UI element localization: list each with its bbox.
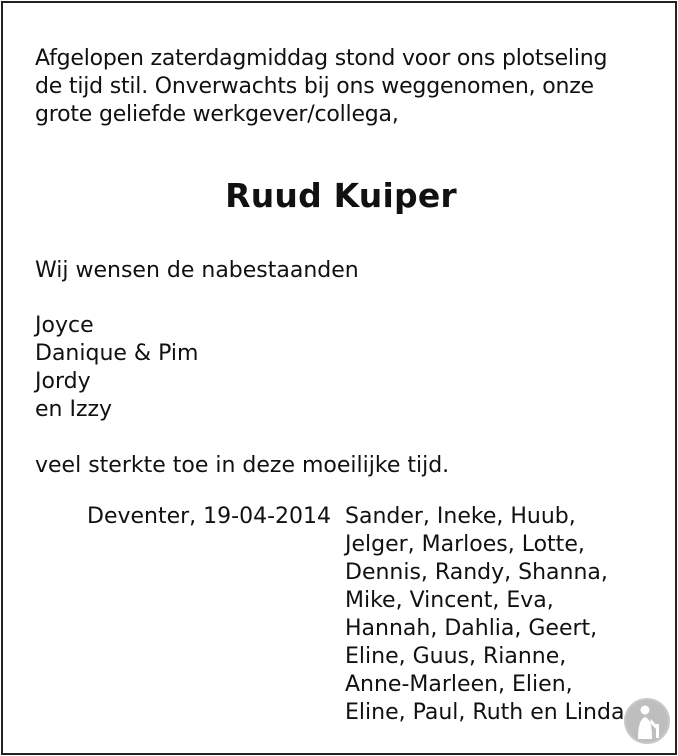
intro-line: de tijd stil. Onverwachts bij ons weggenomen, onze — [35, 74, 594, 99]
signers-list — [345, 503, 624, 727]
obituary-card — [1, 1, 677, 755]
strength-text: veel sterkte toe in deze moeilijke tijd. — [35, 453, 450, 478]
signers-line: Dennis, Randy, Shanna, — [345, 560, 608, 585]
signers-line: Mike, Vincent, Eva, — [345, 588, 554, 613]
signers-line: Eline, Paul, Ruth en Linda — [345, 700, 625, 725]
intro-line: Afgelopen zaterdagmiddag stond voor ons plotseling — [35, 46, 608, 71]
signers-line: Hannah, Dahlia, Geert, — [345, 616, 598, 641]
signers-line: Jelger, Marloes, Lotte, — [345, 532, 585, 557]
wish-text: Wij wensen de nabestaanden — [35, 258, 359, 283]
place-date: Deventer, 19-04-2014 — [87, 504, 332, 529]
memorial-figure-icon — [623, 697, 671, 745]
intro-paragraph — [35, 45, 635, 129]
deceased-name: Ruud Kuiper — [225, 176, 457, 215]
family-member: Danique & Pim — [35, 341, 199, 366]
signers-line: Sander, Ineke, Huub, — [345, 504, 576, 529]
family-member: Jordy — [35, 369, 91, 394]
signers-line: Anne-Marleen, Elien, — [345, 672, 573, 697]
family-member: en Izzy — [35, 397, 113, 422]
family-member: Joyce — [35, 313, 94, 338]
signers-line: Eline, Guus, Rianne, — [345, 644, 567, 669]
family-list — [35, 312, 198, 424]
intro-line: grote geliefde werkgever/collega, — [35, 102, 399, 127]
